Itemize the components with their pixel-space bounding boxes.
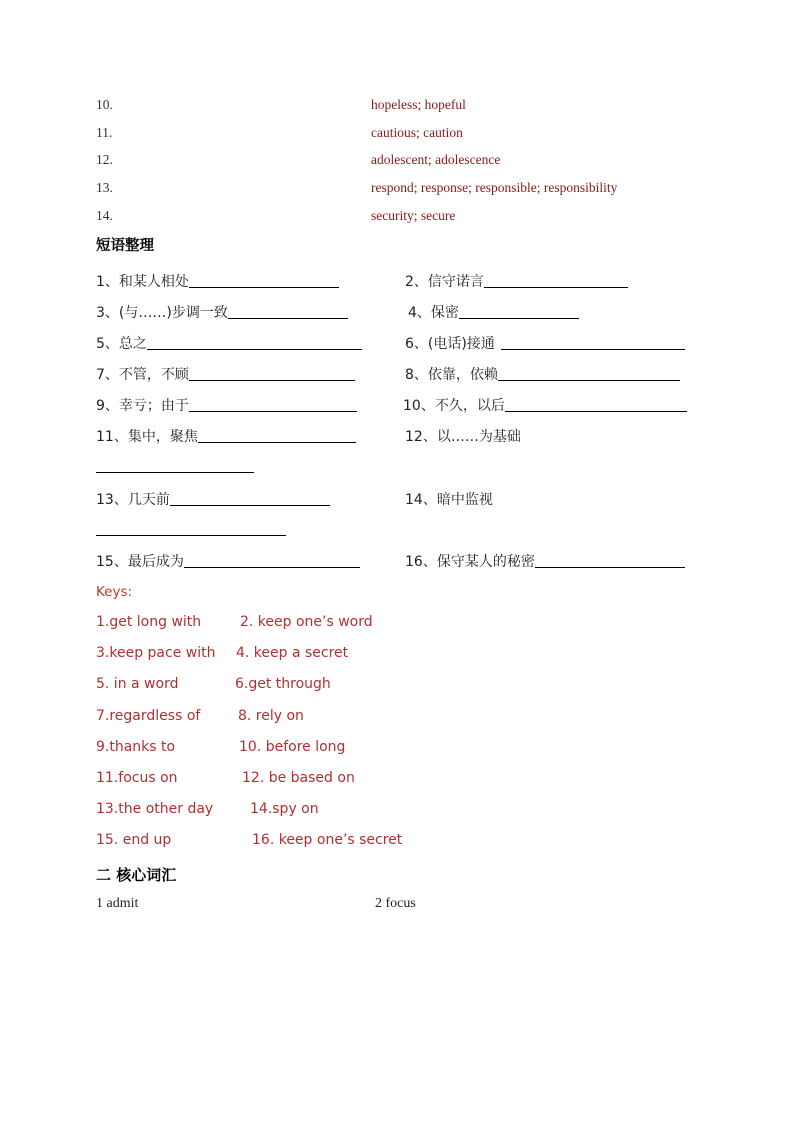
phrase-label: 15、最后成为 <box>96 554 184 570</box>
item-number: 10. <box>96 97 113 112</box>
key-answer: 4. keep a secret <box>236 645 349 661</box>
phrase-label: 4、保密 <box>408 305 459 321</box>
phrase-item <box>405 551 685 571</box>
phrase-item <box>96 551 360 571</box>
key-answer: 7.regardless of <box>96 708 201 724</box>
phrase-label: 5、总之 <box>96 336 147 352</box>
core-vocab-title: 二 核心词汇 <box>96 866 177 884</box>
item-number: 11. <box>96 125 113 140</box>
word-form-row <box>0 97 794 121</box>
key-answer: 12. be based on <box>242 770 355 786</box>
key-answer: 13.the other day <box>96 801 214 817</box>
item-number: 14. <box>96 208 113 223</box>
phrase-label: 3、(与……)步调一致 <box>96 305 228 321</box>
phrase-item <box>96 364 355 384</box>
phrase-item <box>405 426 521 446</box>
keys-label: Keys: <box>96 584 133 600</box>
answer-blank[interactable] <box>170 491 330 506</box>
key-answer: 16. keep one’s secret <box>252 832 403 848</box>
word-form-row <box>0 180 794 204</box>
phrase-item <box>403 395 687 415</box>
key-answer: 11.focus on <box>96 770 178 786</box>
phrase-label: 8、依靠，依赖 <box>405 367 498 383</box>
phrase-label: 13、几天前 <box>96 492 170 508</box>
phrase-item <box>96 302 348 322</box>
core-vocab-item: 2 focus <box>375 896 416 911</box>
item-number: 13. <box>96 180 113 195</box>
answer-blank[interactable] <box>96 472 254 473</box>
phrase-label: 1、和某人相处 <box>96 274 189 290</box>
word-forms: hopeless; hopeful <box>371 97 466 112</box>
key-answer: 10. before long <box>239 739 346 755</box>
answer-blank[interactable] <box>184 553 360 568</box>
phrase-label: 7、不管，不顾 <box>96 367 189 383</box>
phrase-item <box>96 395 357 415</box>
key-answer: 2. keep one’s word <box>240 614 373 630</box>
phrase-item <box>408 302 579 322</box>
phrase-label: 12、以……为基础 <box>405 429 521 445</box>
word-forms: security; secure <box>371 208 456 223</box>
phrase-item <box>405 489 493 509</box>
phrase-label: 11、集中，聚焦 <box>96 429 198 445</box>
phrase-label: 14、暗中监视 <box>405 492 493 508</box>
phrase-item <box>405 333 685 353</box>
key-answer: 6.get through <box>235 676 331 692</box>
word-form-row <box>0 208 794 232</box>
answer-blank[interactable] <box>505 397 687 412</box>
answer-blank[interactable] <box>498 366 680 381</box>
answer-blank[interactable] <box>198 428 356 443</box>
phrase-label: 16、保守某人的秘密 <box>405 554 535 570</box>
word-forms: cautious; caution <box>371 125 463 140</box>
phrase-label: 6、(电话)接通 <box>405 336 495 352</box>
phrase-label: 2、信守诺言 <box>405 274 484 290</box>
answer-blank[interactable] <box>189 273 339 288</box>
answer-blank[interactable] <box>459 304 579 319</box>
phrase-item <box>96 271 339 291</box>
phrase-label: 9、幸亏；由于 <box>96 398 189 414</box>
phrase-item <box>405 271 628 291</box>
key-answer: 5. in a word <box>96 676 179 692</box>
answer-blank[interactable] <box>501 335 685 350</box>
answer-blank[interactable] <box>189 366 355 381</box>
answer-blank[interactable] <box>147 335 362 350</box>
answer-blank[interactable] <box>535 553 685 568</box>
key-answer: 15. end up <box>96 832 172 848</box>
phrases-section-title: 短语整理 <box>96 238 154 254</box>
key-answer: 3.keep pace with <box>96 645 216 661</box>
word-form-row <box>0 125 794 149</box>
core-vocab-item: 1 admit <box>96 896 139 911</box>
phrase-label: 10、不久，以后 <box>403 398 505 414</box>
key-answer: 8. rely on <box>238 708 304 724</box>
phrase-item <box>96 489 330 509</box>
phrase-item <box>96 426 356 446</box>
phrase-item <box>96 333 362 353</box>
word-forms: adolescent; adolescence <box>371 152 501 167</box>
key-answer: 9.thanks to <box>96 739 176 755</box>
phrase-item <box>405 364 680 384</box>
word-form-row <box>0 152 794 176</box>
answer-blank[interactable] <box>189 397 357 412</box>
answer-blank[interactable] <box>96 535 286 536</box>
answer-blank[interactable] <box>228 304 348 319</box>
word-forms: respond; response; responsible; responsibility <box>371 180 618 195</box>
key-answer: 14.spy on <box>250 801 319 817</box>
item-number: 12. <box>96 152 113 167</box>
answer-blank[interactable] <box>484 273 628 288</box>
key-answer: 1.get long with <box>96 614 202 630</box>
